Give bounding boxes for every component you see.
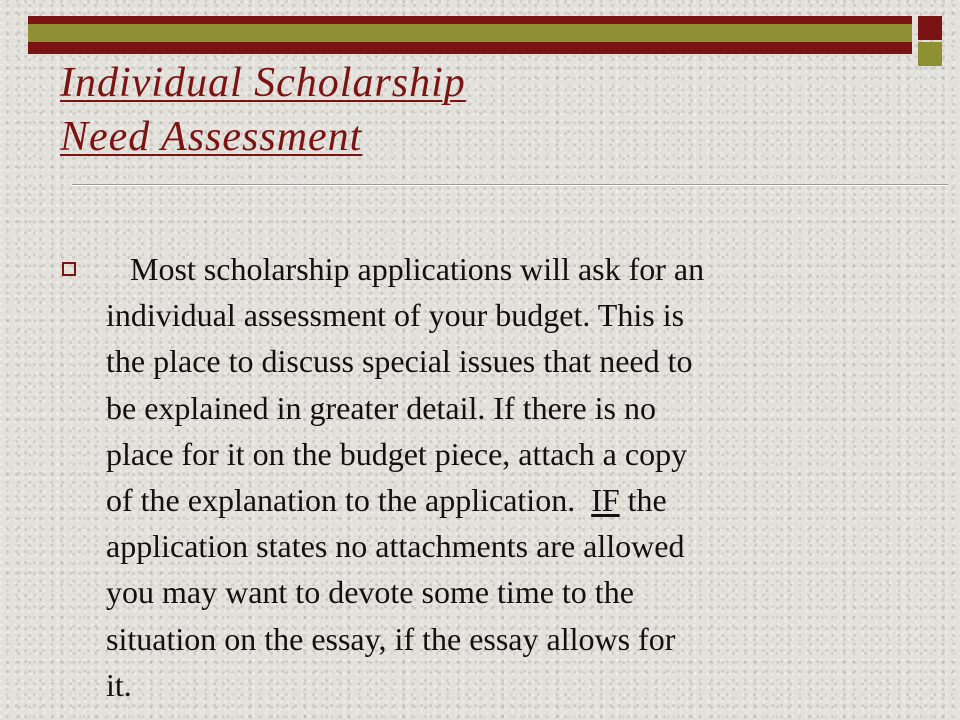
bullet-paragraph bbox=[106, 246, 918, 708]
bullet-line: Most scholarship applications will ask for an bbox=[130, 251, 705, 287]
bullet-line: application states no attachments are allowed bbox=[106, 528, 685, 565]
bullet-line: individual assessment of your budget. This is bbox=[106, 297, 685, 334]
bullet-line-segment: of the explanation to the application. bbox=[106, 482, 592, 519]
slide-title-line1: Individual Scholarship bbox=[60, 60, 466, 106]
bullet-line: it. bbox=[106, 666, 132, 703]
header-decoration-bar bbox=[28, 16, 912, 54]
slide-title bbox=[60, 56, 466, 164]
square-bullet-icon bbox=[62, 262, 76, 276]
title-divider bbox=[72, 184, 948, 185]
emphasized-word: IF bbox=[591, 482, 620, 519]
slide-title-line2: Need Assessment bbox=[60, 114, 363, 160]
corner-decoration-square-lower bbox=[918, 42, 942, 66]
bullet-line-segment: the bbox=[619, 482, 667, 519]
header-decoration-stripe bbox=[28, 24, 912, 42]
bullet-line: the place to discuss special issues that need to bbox=[106, 343, 693, 380]
bullet-line: you may want to devote some time to the bbox=[106, 574, 634, 611]
corner-decoration-square bbox=[918, 16, 942, 40]
bullet-line: be explained in greater detail. If there is no bbox=[106, 389, 656, 426]
bullet-line: situation on the essay, if the essay allows for bbox=[106, 620, 676, 657]
bullet-line bbox=[106, 477, 918, 523]
bullet-line: place for it on the budget piece, attach a copy bbox=[106, 435, 688, 472]
